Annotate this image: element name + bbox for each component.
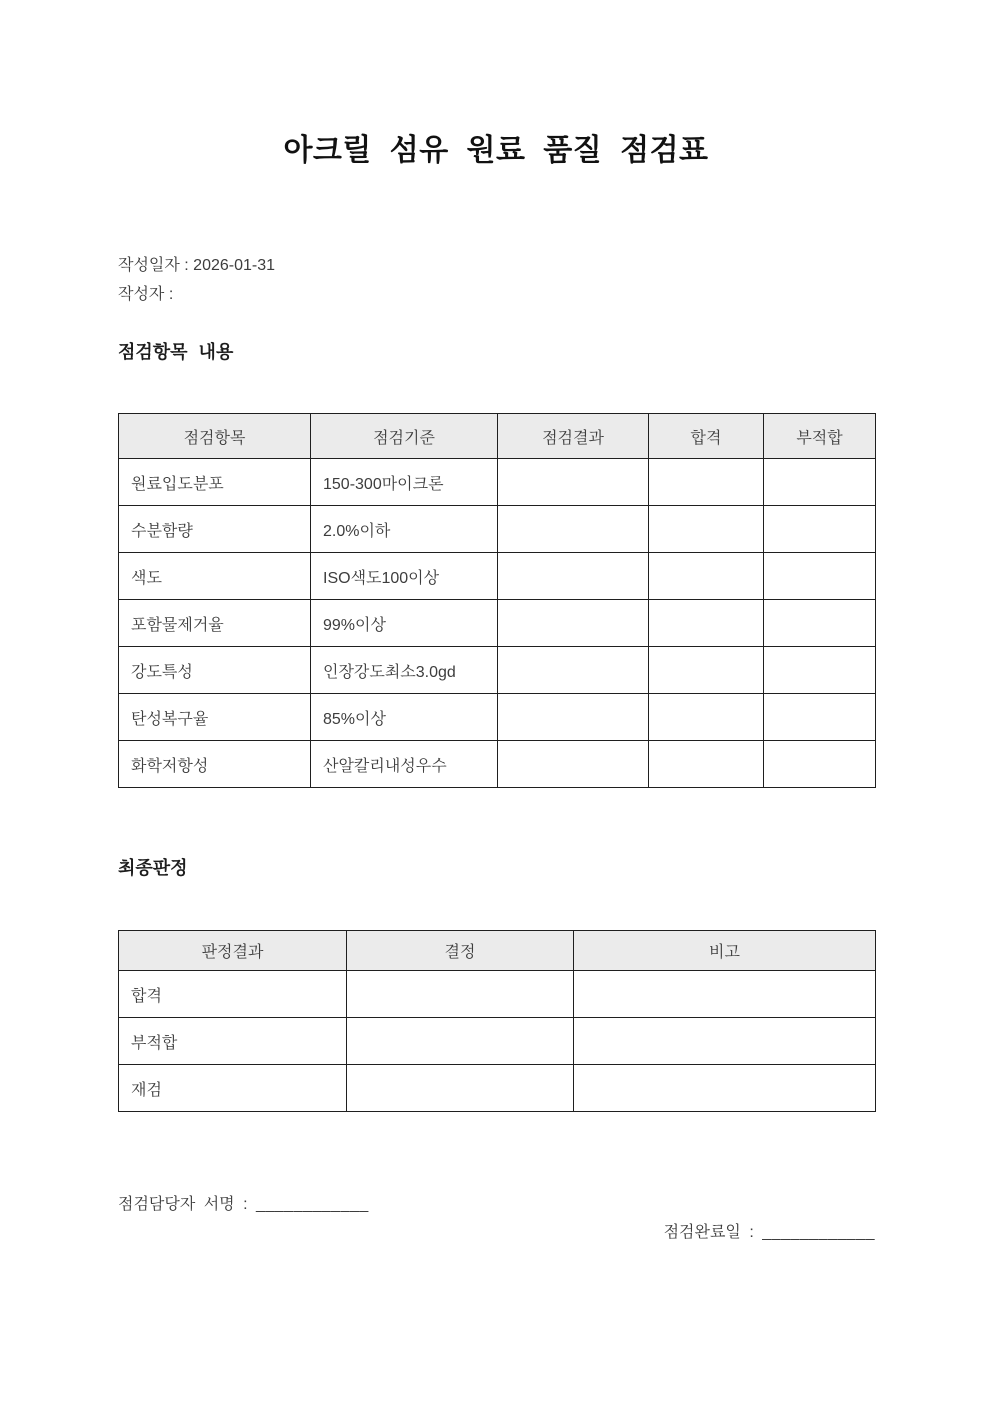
empty-fill-cell[interactable] [764, 459, 876, 506]
table-row [119, 553, 876, 600]
table-row [119, 459, 876, 506]
empty-fill-cell[interactable] [649, 600, 764, 647]
table-cell: 포함물제거율 [119, 600, 311, 647]
column-header: 점검항목 [119, 414, 311, 459]
author-line [118, 280, 275, 309]
empty-fill-cell[interactable] [498, 741, 649, 788]
inspection-table-body [119, 459, 876, 788]
empty-fill-cell[interactable] [649, 553, 764, 600]
inspector-signature-label: 점검담당자 서명 : [118, 1196, 248, 1213]
table-cell: 화학저항성 [119, 741, 311, 788]
empty-fill-cell[interactable] [764, 694, 876, 741]
empty-fill-cell[interactable] [649, 647, 764, 694]
table-cell: 강도특성 [119, 647, 311, 694]
table-cell: ISO색도100이상 [311, 553, 498, 600]
empty-fill-cell[interactable] [574, 1018, 876, 1065]
column-header: 점검기준 [311, 414, 498, 459]
page-title: 아크릴 섬유 원료 품질 점검표 [283, 134, 709, 167]
table-row [119, 1018, 876, 1065]
inspector-signature-blank[interactable]: ____________ [255, 1196, 369, 1213]
table-cell: 85%이상 [311, 694, 498, 741]
table-cell: 재검 [119, 1065, 347, 1112]
table-cell: 2.0%이하 [311, 506, 498, 553]
table-row [119, 600, 876, 647]
table-row [119, 971, 876, 1018]
table-cell: 원료입도분포 [119, 459, 311, 506]
completion-date-blank[interactable]: ____________ [762, 1224, 875, 1241]
empty-fill-cell[interactable] [574, 971, 876, 1018]
empty-fill-cell[interactable] [574, 1065, 876, 1112]
inspection-table [118, 413, 876, 788]
table-cell: 탄성복구율 [119, 694, 311, 741]
column-header: 부적합 [764, 414, 876, 459]
empty-fill-cell[interactable] [347, 1065, 574, 1112]
author-label: 작성자 : [118, 286, 174, 303]
empty-fill-cell[interactable] [764, 553, 876, 600]
column-header: 합격 [649, 414, 764, 459]
empty-fill-cell[interactable] [764, 600, 876, 647]
table-cell: 산알칼리내성우수 [311, 741, 498, 788]
table-row [119, 741, 876, 788]
created-date-value: 2026-01-31 [193, 257, 276, 274]
final-section-heading: 최종판정 [118, 858, 188, 878]
created-date-label: 작성일자 : [118, 257, 189, 274]
empty-fill-cell[interactable] [498, 600, 649, 647]
empty-fill-cell[interactable] [498, 647, 649, 694]
inspector-signature-line [118, 1193, 369, 1217]
table-cell: 인장강도최소3.0gd [311, 647, 498, 694]
column-header: 판정결과 [119, 931, 347, 971]
inspection-table-header-row [119, 414, 876, 459]
table-cell: 부적합 [119, 1018, 347, 1065]
table-cell: 색도 [119, 553, 311, 600]
empty-fill-cell[interactable] [649, 459, 764, 506]
column-header: 결정 [347, 931, 574, 971]
completion-date-label: 점검완료일 : [663, 1224, 754, 1241]
empty-fill-cell[interactable] [764, 741, 876, 788]
table-row [119, 1065, 876, 1112]
table-row [119, 506, 876, 553]
empty-fill-cell[interactable] [498, 459, 649, 506]
final-judgement-table [118, 930, 876, 1112]
empty-fill-cell[interactable] [498, 506, 649, 553]
empty-fill-cell[interactable] [498, 694, 649, 741]
table-row [119, 694, 876, 741]
empty-fill-cell[interactable] [649, 741, 764, 788]
final-table-body [119, 971, 876, 1112]
empty-fill-cell[interactable] [347, 1018, 574, 1065]
empty-fill-cell[interactable] [764, 647, 876, 694]
final-table-header-row [119, 931, 876, 971]
table-cell: 합격 [119, 971, 347, 1018]
table-cell: 수분함량 [119, 506, 311, 553]
created-date-line [118, 251, 275, 280]
empty-fill-cell[interactable] [649, 694, 764, 741]
completion-date-line [664, 1221, 875, 1245]
table-cell: 150-300마이크론 [311, 459, 498, 506]
empty-fill-cell[interactable] [347, 971, 574, 1018]
table-row [119, 647, 876, 694]
empty-fill-cell[interactable] [498, 553, 649, 600]
empty-fill-cell[interactable] [649, 506, 764, 553]
inspection-section-heading: 점검항목 내용 [118, 342, 234, 362]
column-header: 점검결과 [498, 414, 649, 459]
table-cell: 99%이상 [311, 600, 498, 647]
empty-fill-cell[interactable] [764, 506, 876, 553]
meta-block [118, 251, 275, 309]
column-header: 비고 [574, 931, 876, 971]
